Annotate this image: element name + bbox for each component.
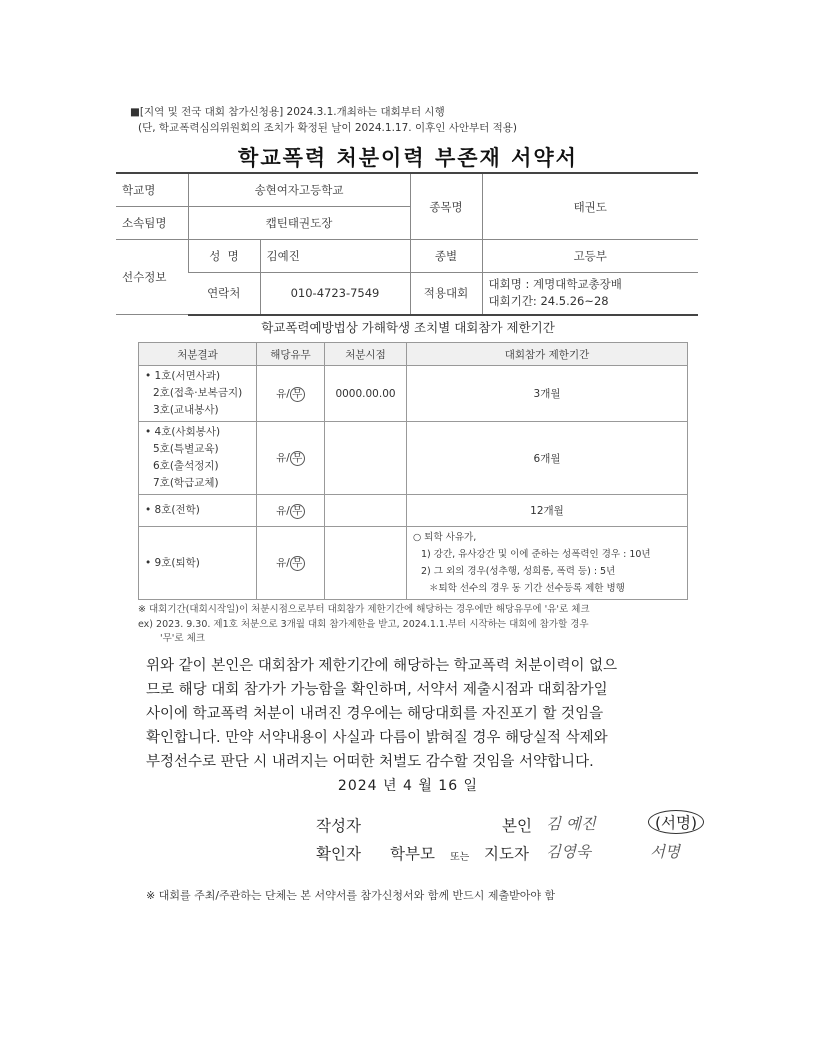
pledge-line: 위와 같이 본인은 대회참가 제한기간에 해당하는 학교폭력 처분이력이 없으	[146, 658, 618, 674]
team-value: 캡틴태권도장	[188, 207, 410, 240]
list-item: • 4호(사회봉사)	[145, 426, 221, 438]
coach-signature: 김영욱	[546, 843, 591, 861]
parent-label: 학부모	[390, 845, 435, 863]
info-table	[116, 172, 698, 316]
event-name: 대회명 : 계명대학교총장배	[488, 277, 622, 292]
sport-label: 종목명	[410, 173, 482, 240]
col-applicable: 해당유무	[257, 343, 325, 366]
restriction-table	[138, 342, 688, 600]
footnote-1: ※ 대회기간(대회시작일)이 처분시점으로부터 대회참가 제한기간에 해당하는 경우에만 해당유무에 '유'로 체크	[138, 604, 590, 615]
self-signature: 김 예진	[546, 815, 596, 833]
disposition-date	[325, 422, 407, 495]
name-value: 김예진	[260, 240, 410, 273]
seal-1: (서명)	[648, 810, 704, 834]
col-period: 대회참가 제한기간	[407, 343, 688, 366]
period-line: ○ 퇴학 사유가,	[413, 532, 477, 543]
name-label: 성 명	[188, 240, 260, 273]
list-item: 5호(특별교육)	[153, 443, 219, 455]
disposition-date	[325, 527, 407, 600]
team-label: 소속팀명	[116, 207, 188, 240]
disposition-date	[325, 495, 407, 527]
restriction-period: 6개월	[407, 422, 688, 495]
col-result: 처분결과	[139, 343, 257, 366]
period-line: ＊퇴학 선수의 경우 동 기간 선수등록 제한 병행	[429, 583, 625, 594]
writer-label: 작성자	[316, 817, 361, 835]
list-item: 7호(학급교체)	[153, 477, 219, 489]
pledge-line: 사이에 학교폭력 처분이 내려진 경우에는 해당대회를 자진포기 할 것임을	[146, 706, 604, 722]
table-row	[139, 495, 688, 527]
or-label: 또는	[450, 852, 470, 863]
list-item: • 1호(서면사과)	[145, 370, 221, 382]
footnote-2: ex) 2023. 9.30. 제1호 처분으로 3개월 대회 참가제한을 받고, 2024.1.1.부터 시작하는 대회에 참가할 경우	[138, 619, 589, 630]
seal-2: 서명	[650, 843, 680, 861]
list-item: • 9호(퇴학)	[145, 556, 200, 569]
phone-label: 연락처	[188, 273, 260, 315]
pledge-line: 므로 해당 대회 참가가 가능함을 확인하며, 서약서 제출시점과 대회참가일	[146, 682, 608, 698]
table-row	[139, 366, 688, 422]
pledge-line: 확인합니다. 만약 서약내용이 사실과 다름이 밝혀질 경우 해당실적 삭제와	[146, 730, 608, 746]
applicable-check[interactable]: 유/ 무	[257, 366, 325, 422]
restriction-period: 12개월	[407, 495, 688, 527]
table-row	[139, 422, 688, 495]
header-note-1: ■[지역 및 전국 대회 참가신청용] 2024.3.1.개최하는 대회부터 시행	[130, 106, 445, 118]
division-value: 고등부	[482, 240, 698, 273]
list-item: • 8호(전학)	[145, 504, 200, 516]
table-row	[139, 527, 688, 600]
list-item: 3호(교내봉사)	[153, 404, 219, 416]
list-item: 2호(접촉·보복금지)	[153, 387, 243, 399]
document-title: 학교폭력 처분이력 부존재 서약서	[238, 146, 578, 170]
applicable-check[interactable]: 유/ 무	[257, 422, 325, 495]
school-label: 학교명	[116, 173, 188, 207]
athlete-label: 선수정보	[116, 240, 188, 315]
list-item: 6호(출석정지)	[153, 460, 219, 472]
event-label: 적용대회	[410, 273, 482, 315]
event-period: 대회기간: 24.5.26~28	[488, 294, 609, 309]
confirmer-label: 확인자	[316, 845, 361, 863]
pledge-date: 2024 년 4 월 16 일	[337, 778, 479, 794]
pledge-line: 부정선수로 판단 시 내려지는 어떠한 처벌도 감수할 것임을 서약합니다.	[146, 754, 594, 770]
header-note-2: (단, 학교폭력심의위원회의 조치가 확정된 날이 2024.1.17. 이후인 사안부터 적용)	[138, 122, 518, 134]
applicable-check[interactable]: 유/ 무	[257, 527, 325, 600]
col-date: 처분시점	[325, 343, 407, 366]
phone-value: 010-4723-7549	[260, 273, 410, 315]
school-value: 송현여자고등학교	[188, 173, 410, 207]
sport-value: 태권도	[482, 173, 698, 240]
applicable-check[interactable]: 유/ 무	[257, 495, 325, 527]
restriction-period: 3개월	[407, 366, 688, 422]
bottom-note: ※ 대회를 주최/주관하는 단체는 본 서약서를 참가신청서와 함께 반드시 제출받아야 함	[146, 889, 556, 902]
pledge-text	[146, 654, 686, 774]
disposition-date: 0000.00.00	[325, 366, 407, 422]
self-label: 본인	[502, 817, 532, 835]
footnote-3: '무'로 체크	[160, 633, 205, 644]
restriction-subtitle: 학교폭력예방법상 가해학생 조치별 대회참가 제한기간	[261, 320, 555, 335]
coach-label: 지도자	[484, 845, 529, 863]
period-line: 1) 강간, 유사강간 및 이에 준하는 성폭력인 경우 : 10년	[421, 549, 651, 560]
period-line: 2) 그 외의 경우(성추행, 성희롱, 폭력 등) : 5년	[421, 566, 616, 577]
division-label: 종별	[410, 240, 482, 273]
